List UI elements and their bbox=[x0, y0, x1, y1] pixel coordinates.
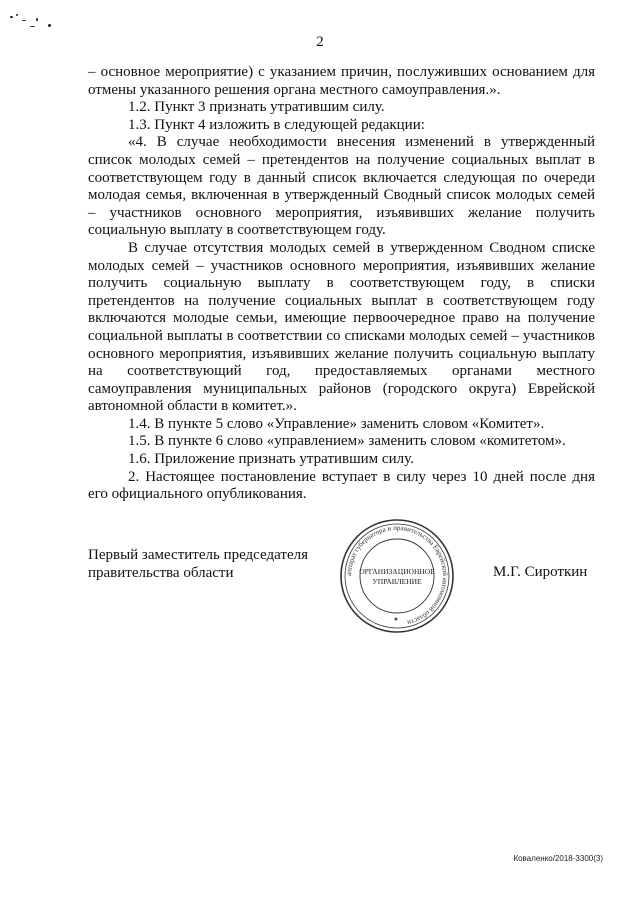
stamp-ring-text: аппарат губернатора и правительства Еврейской автономной области bbox=[344, 523, 450, 627]
paragraph: 1.3. Пункт 4 изложить в следующей редакции: bbox=[128, 116, 425, 133]
document-code: Коваленко/2018-3300(3) bbox=[513, 854, 603, 863]
signatory-name: М.Г. Сироткин bbox=[493, 564, 588, 580]
paragraph: В случае отсутствия молодых семей в утвержденном Сводном списке молодых семей – участников основного мероприятия, изъявивших желание получить социальную выплату в соответствующем году, в списки претендентов на получение социальных выплат в соответствующем году включаются молодые семьи, имеющие первоочередное право на получение социальной выплаты в соответствии со списками молодых семей – участников основного мероприятия, изъявивших желание получить социальную выплату на соответствующий год, предоставляемых органами местного самоуправления муниципальных районов (городского округа) Еврейской автономной области в комитет.». bbox=[88, 239, 595, 415]
paragraph: 1.2. Пункт 3 признать утратившим силу. bbox=[128, 99, 385, 116]
paragraph: 1.5. В пункте 6 слово «управлением» заменить словом «комитетом». bbox=[128, 433, 566, 450]
official-stamp bbox=[338, 517, 456, 635]
paragraph: «4. В случае необходимости внесения изменений в утвержденный список молодых семей – претендентов на получение социальных выплат в соответствующем году в данный список включается следующая по очереди молодая семья, включенная в утвержденный Сводный список молодых семей – участников основного мероприятия, изъявивших желание получить социальную выплату в соответствующем году. bbox=[88, 134, 595, 239]
paragraph: 2. Настоящее постановление вступает в силу через 10 дней после дня его официального опубликования. bbox=[88, 468, 595, 503]
page-number: 2 bbox=[316, 34, 324, 50]
paragraph: 1.4. В пункте 5 слово «Управление» заменить словом «Комитет». bbox=[128, 415, 545, 432]
document-body bbox=[88, 64, 595, 504]
stamp-outer-ring bbox=[341, 520, 453, 632]
signatory-position-line: правительства области bbox=[88, 565, 234, 581]
signatory-position bbox=[88, 546, 308, 582]
stamp-star-icon: ★ bbox=[393, 617, 399, 623]
stamp-center-text: УПРАВЛЕНИЕ bbox=[372, 577, 422, 586]
signatory-position-line: Первый заместитель председателя bbox=[88, 547, 308, 563]
stamp-inner-ring bbox=[360, 539, 434, 613]
paragraph: 1.6. Приложение признать утратившим силу. bbox=[128, 451, 414, 468]
stamp-center-text: ОРГАНИЗАЦИОННОЕ bbox=[359, 567, 435, 576]
paragraph: – основное мероприятие) с указанием причин, послуживших основанием для отмены указанного решения органа местного самоуправления.». bbox=[88, 64, 595, 98]
